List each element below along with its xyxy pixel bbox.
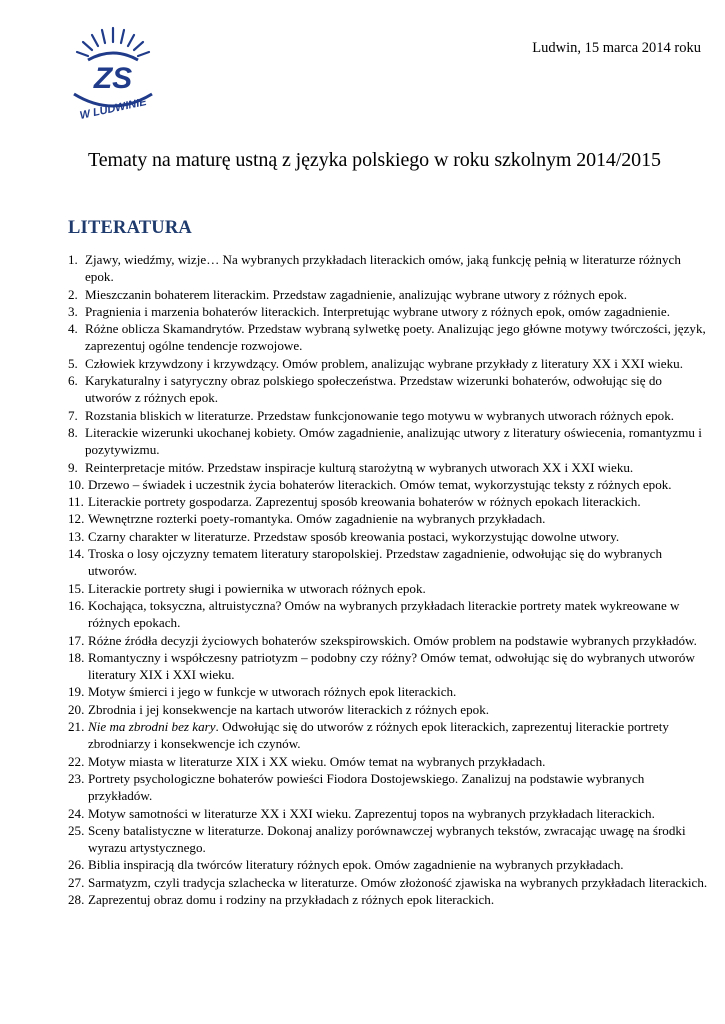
- topic-text: Biblia inspiracją dla twórców literatury różnych epok. Omów zagadnienie na wybranych przykładach.: [88, 857, 624, 873]
- topic-number: 27.: [68, 874, 85, 890]
- topic-text: Reinterpretacje mitów. Przedstaw inspiracje kulturą starożytną w wybranych utworach XX i XXI wieku.: [85, 459, 634, 475]
- topic-item: [68, 303, 708, 320]
- topic-number: 16.: [68, 597, 85, 613]
- topic-text: Człowiek krzywdzony i krzywdzący. Omów problem, analizując wybrane przykłady z literatury XX i XXI wieku.: [85, 355, 683, 371]
- topic-text: Motyw samotności w literaturze XX i XXI wieku. Zaprezentuj topos na wybranych przykładach literackich.: [88, 805, 655, 821]
- topic-item: [68, 805, 708, 822]
- topic-number: 21.: [68, 719, 85, 735]
- topic-number: 22.: [68, 753, 85, 769]
- topic-text: Mieszczanin bohaterem literackim. Przedstaw zagadnienie, analizując wybrane utwory z różnych epok.: [85, 286, 628, 302]
- topic-item: [68, 528, 708, 545]
- school-logo-icon: [58, 22, 168, 126]
- topic-number: 15.: [68, 580, 85, 596]
- topic-item: [68, 718, 708, 753]
- topic-item: [68, 459, 708, 476]
- topic-number: 18.: [68, 649, 85, 665]
- document-date: Ludwin, 15 marca 2014 roku: [532, 40, 701, 56]
- topic-text: Wewnętrzne rozterki poety-romantyka. Omów zagadnienie na wybranych przykładach.: [88, 511, 546, 527]
- topic-item: [68, 874, 708, 891]
- topic-number: 1.: [68, 252, 78, 267]
- topic-number: 19.: [68, 684, 85, 700]
- topic-item: [68, 632, 708, 649]
- topic-text: Motyw śmierci i jego w funkcje w utworach różnych epok literackich.: [88, 684, 457, 700]
- topic-item: [68, 822, 708, 857]
- logo-text: ZS: [93, 62, 133, 95]
- topic-text: . Odwołując się do utworów z różnych epok literackich, zaprezentuj literackie portrety zbrodniarzy i konsekwencje ich czynów.: [88, 719, 669, 752]
- topic-number: 3.: [68, 303, 78, 319]
- topic-item: [68, 286, 708, 303]
- topic-list: [68, 251, 708, 908]
- topic-text: Pragnienia i marzenia bohaterów literackich. Interpretując wybrane utwory z różnych epok, omów zagadnienie.: [85, 303, 670, 319]
- topic-item: [68, 424, 708, 459]
- topic-item: [68, 649, 708, 684]
- topic-text: Rozstania bliskich w literaturze. Przedstaw funkcjonowanie tego motywu w wybranych utworach różnych epok.: [85, 407, 675, 423]
- topic-item: [68, 856, 708, 873]
- topic-item: [68, 407, 708, 424]
- topic-number: 11.: [68, 494, 84, 510]
- topic-text: Różne źródła decyzji życiowych bohaterów szekspirowskich. Omów problem na podstawie wybranych przykładów.: [88, 632, 697, 648]
- topic-text: Zaprezentuj obraz domu i rodziny na przykładach z różnych epok literackich.: [88, 891, 495, 907]
- topic-number: 20.: [68, 701, 85, 717]
- topic-number: 13.: [68, 528, 85, 544]
- topic-number: 4.: [68, 321, 78, 337]
- topic-number: 23.: [68, 770, 85, 786]
- topic-number: 25.: [68, 822, 85, 838]
- topic-text: Romantyczny i współczesny patriotyzm – podobny czy różny? Omów temat, odwołując się do wybranych utworów literatury XIX i XXI wieku.: [88, 649, 695, 683]
- topic-text: Sarmatyzm, czyli tradycja szlachecka w literaturze. Omów złożoność zjawiska na wybranych przykładach literackich.: [88, 874, 708, 890]
- topic-item: [68, 493, 708, 510]
- topic-item: [68, 597, 708, 632]
- topic-text: Literackie wizerunki ukochanej kobiety. Omów zagadnienie, analizując utwory z literatury oświecenia, romantyzmu i pozytywizmu.: [85, 424, 702, 458]
- topic-item: [68, 476, 708, 493]
- topic-number: 2.: [68, 286, 78, 302]
- school-logo: [58, 22, 168, 126]
- topic-number: 8.: [68, 424, 78, 440]
- topic-number: 14.: [68, 546, 85, 562]
- topic-item: [68, 372, 708, 407]
- topic-text: Różne oblicza Skamandrytów. Przedstaw wybraną sylwetkę poety. Analizując jego główne motywy twórczości, język, zaprezentuj ogólne tendencje rozwojowe.: [85, 321, 706, 354]
- topic-item: [68, 580, 708, 597]
- topic-text: Kochająca, toksyczna, altruistyczna? Omów na wybranych przykładach literackie portrety matek wykreowane w różnych epokach.: [88, 597, 680, 631]
- topic-item: [68, 753, 708, 770]
- topic-number: 12.: [68, 511, 85, 527]
- topic-item: [68, 320, 708, 355]
- topic-item: [68, 701, 708, 718]
- topic-number: 17.: [68, 632, 85, 648]
- topic-item: [68, 355, 708, 372]
- topic-text: Portrety psychologiczne bohaterów powieści Fiodora Dostojewskiego. Zanalizuj na podstawie wybranych przykładów.: [88, 770, 645, 804]
- topic-number: 6.: [68, 373, 78, 389]
- topic-text: Zjawy, wiedźmy, wizje… Na wybranych przykładach literackich omów, jaką funkcję pełnią w literaturze różnych epok.: [85, 252, 681, 285]
- topic-item: [68, 683, 708, 700]
- topic-number: 5.: [68, 355, 78, 371]
- topic-item: [68, 510, 708, 527]
- topic-text: Literackie portrety gospodarza. Zaprezentuj sposób kreowania bohaterów w różnych epokach literackich.: [88, 494, 641, 510]
- topic-text: Troska o losy ojczyzny tematem literatury staropolskiej. Przedstaw zagadnienie, odwołując się do wybranych utworów.: [88, 546, 663, 579]
- topic-text: Karykaturalny i satyryczny obraz polskiego społeczeństwa. Przedstaw wizerunki bohaterów, odwołując się do utworów z różnych epok.: [85, 373, 662, 406]
- topic-number: 7.: [68, 407, 78, 423]
- section-heading-literatura: LITERATURA: [68, 218, 192, 238]
- topic-number: 26.: [68, 857, 85, 873]
- topic-text: Motyw miasta w literaturze XIX i XX wieku. Omów temat na wybranych przykładach.: [88, 753, 546, 769]
- topic-text: Literackie portrety sługi i powiernika w utworach różnych epok.: [88, 580, 426, 596]
- topic-item: [68, 545, 708, 580]
- topic-number: 28.: [68, 891, 85, 907]
- topic-text: Drzewo – świadek i uczestnik życia bohaterów literackich. Omów temat, wykorzystując teksty z różnych epok.: [88, 476, 672, 492]
- topic-item: [68, 251, 708, 286]
- topic-item: [68, 891, 708, 908]
- topic-number: 9.: [68, 459, 78, 475]
- logo-subtext: W LUDWINIE: [78, 96, 148, 122]
- topic-italic-text: Nie ma zbrodni bez kary: [88, 719, 216, 735]
- topic-item: [68, 770, 708, 805]
- topic-number: 10.: [68, 476, 85, 492]
- topic-text: Czarny charakter w literaturze. Przedstaw sposób kreowania postaci, wykorzystując dowolne utwory.: [88, 528, 620, 544]
- topic-text: Sceny batalistyczne w literaturze. Dokonaj analizy porównawczej wybranych tekstów, zwracając uwagę na środki wyrazu artystycznego.: [88, 822, 686, 856]
- topic-number: 24.: [68, 805, 85, 821]
- document-title: Tematy na maturę ustną z języka polskiego w roku szkolnym 2014/2015: [88, 149, 661, 171]
- topic-text: Zbrodnia i jej konsekwencje na kartach utworów literackich z różnych epok.: [88, 701, 490, 717]
